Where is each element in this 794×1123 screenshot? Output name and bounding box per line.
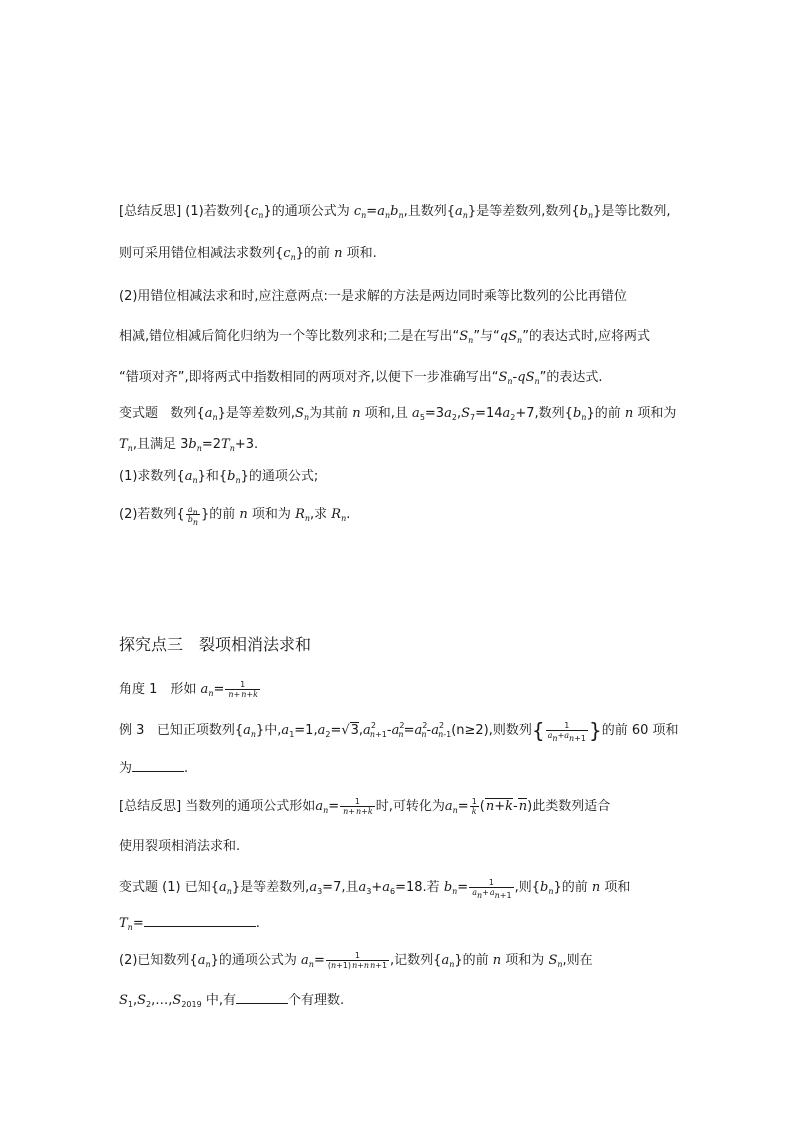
summary1-line1: [总结反思] (1)若数列$\{c_n\}$的通项公式为 $c_n=a_nb_n$,且数列$\{a_n\}$是等差数列,数列$\{b_n\}$是等比数列,: [119, 204, 671, 220]
summary2-line3: “错项对齐”,即将两式中指数相同的两项对齐,以便下一步准确写出“$S_n-qS_n$”的表达式.: [119, 370, 603, 386]
summary3-line1: [总结反思] 当数列的通项公式形如$a_n=$ $\frac{1}{n+n+k}$ 时,可转化为$a_n=$ $\frac{1}{k}$ (n+k-n)此类数列适合: [119, 797, 611, 816]
example3-line1: 例 3 已知正项数列$\{a_n\}$中$,a_1=1,a_2=√3,a^2_{n+1}-a^2_n=a^2_n-a^2_{n-1}(n\ge 2)$,则数列{ $\frac{1}{a_n+a_{n+1}}$ }的前 60 项和: [119, 718, 679, 743]
variant1-question1: (1)求数列$\{a_n\}$和$\{b_n\}$的通项公式;: [119, 469, 319, 485]
example-label: 例 3: [119, 723, 145, 738]
variant1-line1: 变式题 数列$\{a_n\}$是等差数列$,S_n$为其前 n 项和,且 $a_5=3a_2,S_7=14a_2+7$,数列$\{b_n\}$的前 n 项和为: [119, 406, 677, 422]
summary2-line1: (2)用错位相减法求和时,应注意两点:一是求解的方法是两边同时乘等比数列的公比再错位: [119, 289, 627, 304]
variant2-question2-line2: $S_1,S_2,\dots,S_{2019}$ 中,有 个有理数.: [119, 993, 345, 1009]
summary-label: [总结反思]: [119, 204, 182, 219]
summary1-line2: 则可采用错位相减法求数列$\{c_n\}$的前 n 项和.: [119, 246, 377, 262]
variant2-line2: $T_n=$ .: [119, 916, 260, 932]
section-title: 探究点三 裂项相消法求和: [119, 635, 312, 654]
summary3-line2: 使用裂项相消法求和.: [119, 839, 241, 854]
variant2-line1: 变式题 (1) 已知$\{a_n\}$是等差数列$,a_3=7$,且$a_3+a_6=18$.若 $b_n=$ $\frac{1}{a_n+a_{n+1}}$ ,则$\{b_n\}$的前 n 项和: [119, 878, 631, 900]
answer-blank[interactable]: [132, 770, 184, 772]
variant1-question2: (2)若数列{ $\frac{a_n}{b_n}$ }的前 n 项和为 $R_n$,求 $R_n$.: [119, 505, 351, 527]
summary-label: [总结反思]: [119, 799, 182, 814]
answer-blank[interactable]: [144, 925, 256, 927]
angle-heading: 角度 1 形如 $a_n=$ $\frac{1}{n+n+k}$: [119, 680, 258, 699]
example3-line2: 为 .: [119, 761, 189, 776]
answer-blank[interactable]: [236, 1002, 288, 1004]
summary2-line2: 相减,错位相减后简化归纳为一个等比数列求和;二是在写出“$S_n$”与“$qS_n$”的表达式时,应将两式: [119, 329, 651, 345]
variant2-question2: (2)已知数列$\{a_n\}$的通项公式为 $a_n=$ $\frac{1}{(n+1)n+nn+1}$ ,记数列$\{a_n\}$的前 n 项和为 $S_n$,则在: [119, 951, 593, 970]
variant1-line2: $T_n$,且满足 $3b_n=2T_n+3$.: [119, 437, 259, 453]
variant-label: 变式题: [119, 880, 159, 895]
variant-label: 变式题: [119, 406, 159, 421]
